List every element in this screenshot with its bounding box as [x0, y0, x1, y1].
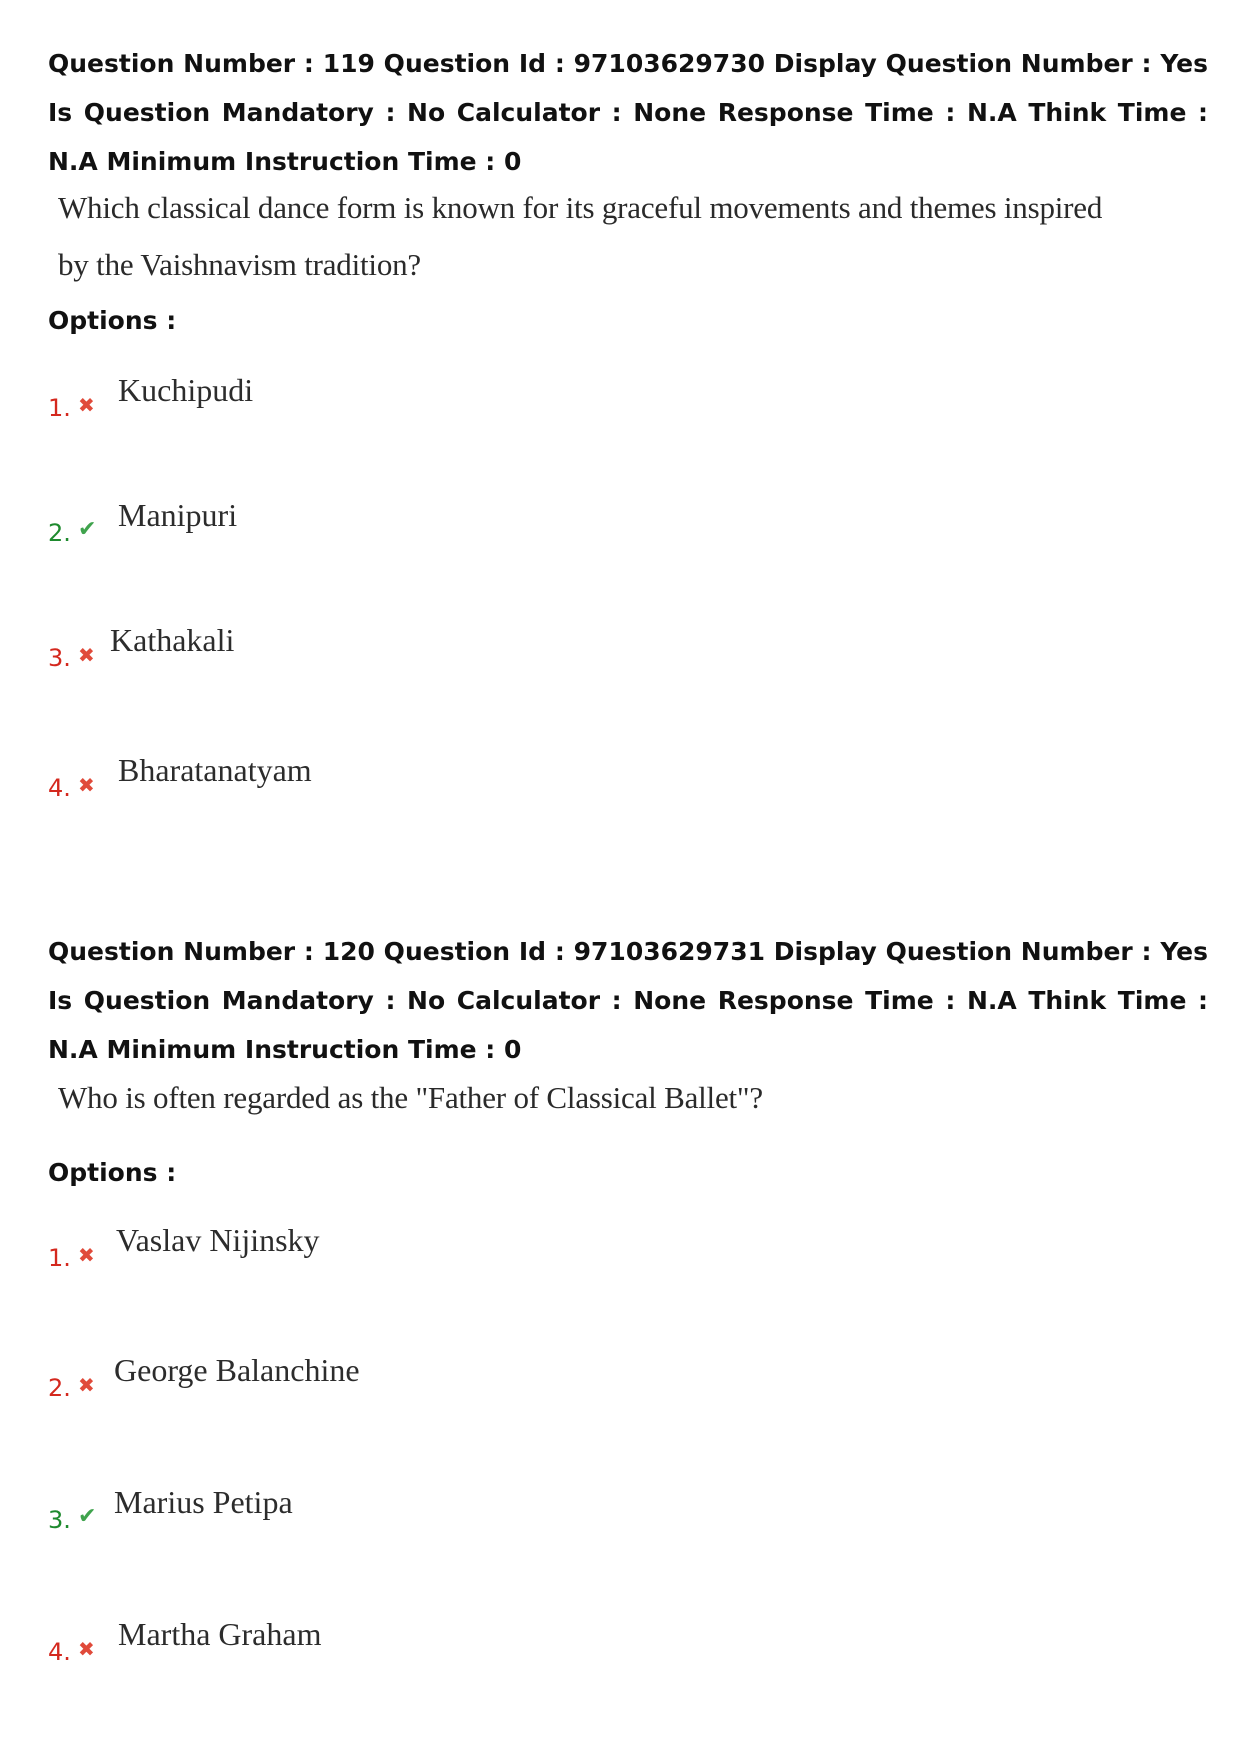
option-4 — [0, 1614, 900, 1674]
cross-icon: ✖ — [78, 773, 95, 797]
question-stem — [58, 179, 1102, 293]
cross-icon: ✖ — [78, 1373, 95, 1397]
option-number: 2. — [48, 519, 71, 547]
option-text: Martha Graham — [118, 1616, 322, 1652]
option-text: Manipuri — [118, 497, 238, 533]
option-number: 1. — [48, 394, 71, 422]
option-1 — [0, 1220, 900, 1280]
question-stem — [58, 1069, 763, 1126]
check-icon: ✔ — [78, 1504, 97, 1529]
option-number: 4. — [48, 1638, 71, 1666]
option-text: Kuchipudi — [118, 372, 254, 408]
cross-icon: ✖ — [78, 1243, 95, 1267]
question-meta: Question Number : 119 Question Id : 97103629730 Display Question Number : Yes Is Question Mandatory : No Calculator : None Response Time : N.A Think Time : N.A Minimum Instruction Time : 0 — [48, 49, 1208, 176]
option-2 — [0, 1350, 900, 1410]
option-text: Kathakali — [110, 622, 235, 658]
option-text: Vaslav Nijinsky — [116, 1222, 320, 1258]
option-1 — [0, 370, 900, 430]
question-stem-line: Which classical dance form is known for its graceful movements and themes inspired — [58, 190, 1103, 225]
option-3 — [0, 620, 900, 680]
option-text: Marius Petipa — [114, 1484, 293, 1520]
option-text: George Balanchine — [114, 1352, 360, 1388]
question-stem-line: by the Vaishnavism tradition? — [58, 247, 421, 282]
option-2 — [0, 495, 900, 555]
option-text: Bharatanatyam — [118, 752, 312, 788]
option-number: 3. — [48, 644, 71, 672]
cross-icon: ✖ — [78, 643, 95, 667]
option-3 — [0, 1482, 900, 1542]
check-icon: ✔ — [78, 517, 97, 542]
cross-icon: ✖ — [78, 393, 95, 417]
option-number: 3. — [48, 1506, 71, 1534]
cross-icon: ✖ — [78, 1637, 95, 1661]
option-number: 2. — [48, 1374, 71, 1402]
question-meta: Question Number : 120 Question Id : 97103629731 Display Question Number : Yes Is Question Mandatory : No Calculator : None Response Time : N.A Think Time : N.A Minimum Instruction Time : 0 — [48, 937, 1208, 1064]
question-stem-line: Who is often regarded as the "Father of Classical Ballet"? — [58, 1080, 763, 1115]
options-label: Options : — [48, 306, 177, 335]
options-label: Options : — [48, 1158, 177, 1187]
option-4 — [0, 750, 900, 810]
option-number: 4. — [48, 774, 71, 802]
option-number: 1. — [48, 1244, 71, 1272]
